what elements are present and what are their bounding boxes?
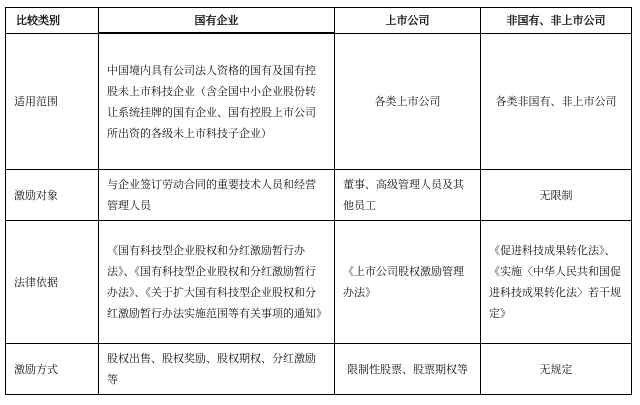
table-row: [6, 221, 632, 344]
cell-soe-methods: 股权出售、股权奖励、股权期权、分红激励等: [99, 344, 335, 395]
header-soe: 国有企业: [99, 8, 335, 34]
table-row: [6, 344, 632, 395]
cell-soe-legal-basis: 《国有科技型企业股权和分红激励暂行办法》、《国有科技型企业股权和分红激励暂行办法》、《关于扩大国有科技型企业股权和分红激励暂行办法实施范围等有关事项的通知》: [99, 221, 335, 344]
cell-listed-scope: 各类上市公司: [335, 33, 481, 170]
header-listed: 上市公司: [335, 8, 481, 34]
table-body: [6, 33, 632, 395]
table-header: [6, 8, 632, 34]
row-label-scope: 适用范围: [6, 33, 99, 170]
table-row: [6, 170, 632, 221]
cell-listed-methods: 限制性股票、股票期权等: [335, 344, 481, 395]
cell-listed-legal-basis: 《上市公司股权激励管理办法》: [335, 221, 481, 344]
cell-listed-targets: 董事、高级管理人员及其他员工: [335, 170, 481, 221]
comparison-table: [5, 7, 632, 395]
row-label-methods: 激励方式: [6, 344, 99, 395]
header-category: 比较类别: [6, 8, 99, 34]
table-row: [6, 33, 632, 170]
header-row: [6, 8, 632, 34]
cell-private-targets: 无限制: [481, 170, 632, 221]
cell-private-legal-basis: 《促进科技成果转化法》、《实施〈中华人民共和国促进科技成果转化法〉若干规定》: [481, 221, 632, 344]
cell-private-scope: 各类非国有、非上市公司: [481, 33, 632, 170]
cell-soe-targets: 与企业签订劳动合同的重要技术人员和经营管理人员: [99, 170, 335, 221]
header-private: 非国有、非上市公司: [481, 8, 632, 34]
row-label-targets: 激励对象: [6, 170, 99, 221]
cell-private-methods: 无规定: [481, 344, 632, 395]
row-label-legal-basis: 法律依据: [6, 221, 99, 344]
cell-soe-scope: 中国境内具有公司法人资格的国有及国有控股未上市科技企业（含全国中小企业股份转让系统挂牌的国有企业、国有控股上市公司所出资的各级未上市科技子企业）: [99, 33, 335, 170]
